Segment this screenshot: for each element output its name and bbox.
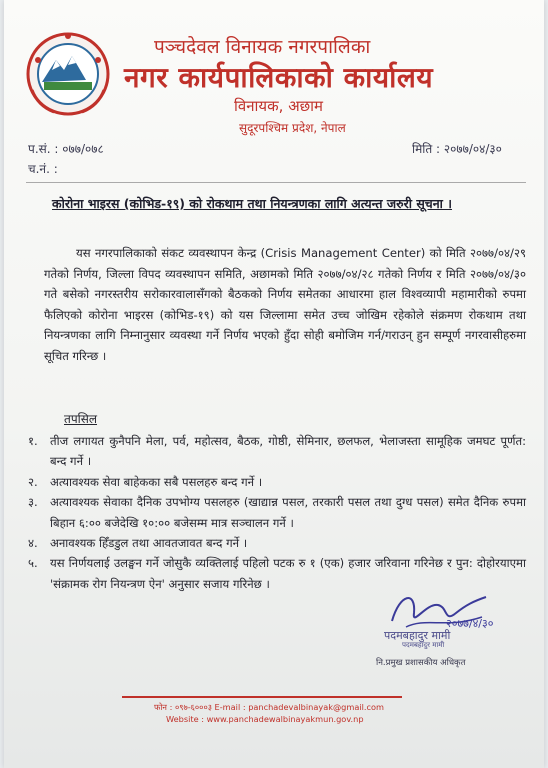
item-number: ३.: [28, 495, 38, 510]
item-text: अत्यावश्यक सेवा बाहेकका सबै पसलहरु बन्द गर्ने ।: [50, 474, 263, 489]
municipality-name: पञ्चदेवल विनायक नगरपालिका: [154, 36, 371, 58]
notice-date: मिति : २०७७/०४/३०: [412, 142, 502, 156]
item-text: तीज लगायत कुनैपनि मेला, पर्व, महोत्सव, बैठक, गोष्ठी, सेमिनार, छलफल, भेलाजस्ता सामूहिक जमघट पूर्णत: बन्द गर्ने ।: [50, 434, 526, 469]
item-text: अत्यावश्यक सेवाका दैनिक उपभोग्य पसलहरु (खाद्यान्न पसल, तरकारी पसल तथा दुग्ध पसल) समेत दैनिक रुपमा बिहान ६:०० बजेदेखि १०:०० बजेसम्म मात्र सञ्चालन गर्ने ।: [50, 495, 526, 530]
signer-title: नि.प्रमुख प्रशासकीय अधिकृत: [376, 658, 466, 668]
handwritten-signature: [386, 583, 496, 633]
item-number: ४.: [28, 536, 38, 551]
reference-number: प.सं. : ०७७/०७८: [28, 142, 104, 156]
directive-list: [28, 431, 526, 594]
dispatch-number: च.नं. :: [28, 162, 58, 176]
signer-name-stamp: पदमबहादुर मामी: [402, 641, 445, 649]
list-item: [28, 472, 526, 492]
item-number: ५.: [28, 556, 38, 571]
list-item: [28, 533, 526, 553]
signature-date: २०७७/४/३०: [446, 617, 494, 630]
notice-subject: कोरोना भाइरस (कोभिड-१९) को रोकथाम तथा नियन्त्रणका लागि अत्यन्त जरुरी सूचना ।: [52, 196, 453, 211]
province-name: सुदूरपश्चिम प्रदेश, नेपाल: [239, 121, 346, 135]
notice-page: [4, 0, 544, 768]
list-item: [28, 431, 526, 472]
office-name: नगर कार्यपालिकाको कार्यालय: [124, 61, 434, 94]
header-divider: [26, 182, 526, 183]
signer-name: पदमबहादुर मामी: [384, 629, 451, 642]
item-number: २.: [28, 474, 38, 489]
details-heading: तपसिल: [64, 412, 98, 426]
item-text: अनावश्यक हिँडडुल तथा आवतजावत बन्द गर्ने ।: [50, 536, 248, 551]
footer-website: Website : www.panchadewalbinayakmun.gov.np: [166, 714, 364, 724]
list-item: [28, 492, 526, 533]
municipality-emblem: [24, 30, 112, 118]
notice-body: यस नगरपालिकाको संकट व्यवस्थापन केन्द्र (Crisis Management Center) को मिति २०७७/०४/२९ गतेको निर्णय, जिल्ला विपद व्यवस्थापन समिति, अछामको मिति २०७७/०४/२८ गतेको निर्णय र मिति २०७७/०४/३० गते बसेको नगरस्तरीय सरोकारवालासँगको बैठकको निर्णय समेतका आधारमा हाल विश्वव्यापी महामारीको रुपमा फैलिएको कोरोना भाइरस (कोभिड-१९) को यस जिल्लामा समेत उच्च जोखिम रहेकोले संक्रमण रोकथाम तथा नियन्त्रणका लागि निम्नानुसार व्यवस्था गर्ने निर्णय भएको हुँदा सोही बमोजिम गर्न/गराउन् हुन सम्पूर्ण नगरवासीहरुमा सूचित गरिन्छ ।: [44, 246, 526, 363]
item-text: यस निर्णयलाई उलङ्घन गर्ने जोसुकै व्यक्तिलाई पहिलो पटक रु १ (एक) हजार जरिवाना गरिनेछ र पुन: दोहोरयाएमा 'संक्रामक रोग नियन्त्रण ऐन' अनुसार सजाय गरिनेछ ।: [50, 556, 526, 591]
item-number: १.: [28, 434, 38, 448]
footer-contact: फोन : ०९७-६०००३ E-mail : panchadevalbinayak@gmail.com: [154, 702, 384, 712]
footer-divider: [122, 696, 402, 698]
office-location: विनायक, अछाम: [234, 97, 324, 115]
